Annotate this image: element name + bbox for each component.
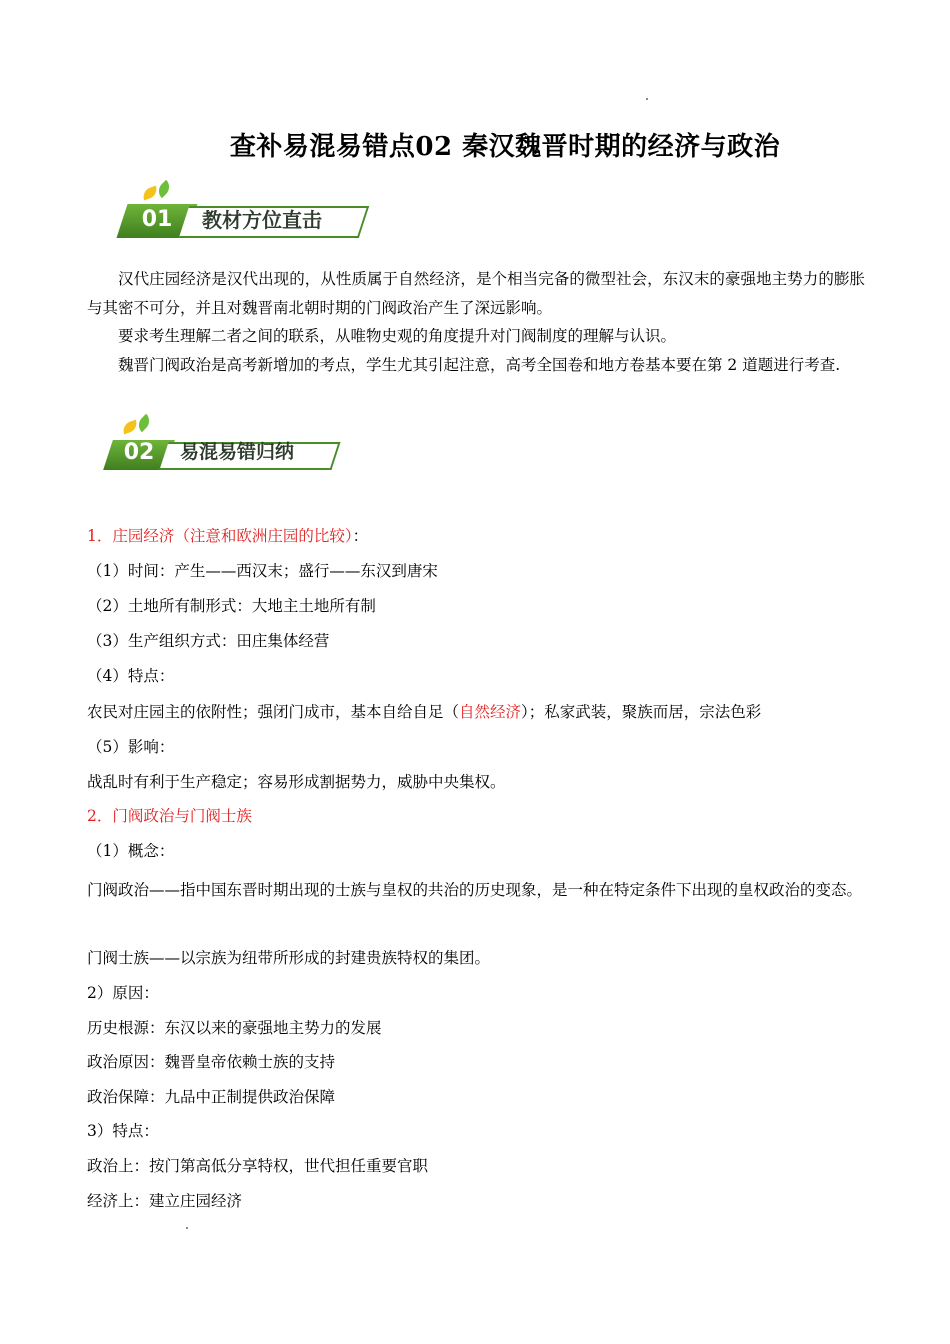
leaf-icon [141,186,159,201]
leaf-icon [121,420,139,435]
item2-heading: 2．门阀政治与门阀士族 [87,807,252,825]
item1-line-1: （1）时间：产生——西汉末；盛行——东汉到唐宋 [87,562,438,580]
leaf-icon [135,414,153,432]
item1-heading-colon: ： [352,527,369,545]
item2-line-2: 门阀政治——指中国东晋时期出现的士族与皇权的共治的历史现象，是一种在特定条件下出现的皇权政治的变态。 [87,881,863,899]
item1-line-3: （3）生产组织方式：田庄集体经营 [87,632,330,650]
item1-line-6: （5）影响： [87,738,175,756]
badge-number: 02 [123,440,155,465]
item1-line-5 [87,702,761,722]
item1-line-5-highlight: 自然经济 [459,703,522,721]
page-title: 查补易混易错点02 秦汉魏晋时期的经济与政治 [229,132,781,162]
item1-line-7: 战乱时有利于生产稳定；容易形成割据势力，威胁中央集权。 [87,773,506,791]
intro-paragraph-2: 要求考生理解二者之间的联系，从唯物史观的角度提升对门阀制度的理解与认识。 [118,327,677,345]
stray-dot [186,1227,188,1229]
item2-line-8: 3）特点： [87,1122,159,1140]
item1-heading [87,526,368,546]
item2-line-7: 政治保障：九品中正制提供政治保障 [87,1088,336,1106]
item1-line-4: （4）特点： [87,667,175,685]
item2-line-5: 历史根源：东汉以来的豪强地主势力的发展 [87,1019,382,1037]
item1-line-5c: ）；私家武装，聚族而居，宗法色彩 [521,703,762,721]
item2-line-1: （1）概念： [87,842,175,860]
item1-line-5a: 农民对庄园主的依附性；强闭门成市，基本自给自足（ [87,703,460,721]
item2-line-6: 政治原因：魏晋皇帝依赖士族的支持 [87,1053,336,1071]
section-badge-02 [108,414,348,470]
badge-label: 教材方位直击 [202,208,322,232]
intro-paragraph-3: 魏晋门阀政治是高考新增加的考点，学生尤其引起注意，高考全国卷和地方卷基本要在第 2 道题进行考查. [118,356,841,374]
item1-heading-text: 1．庄园经济（注意和欧洲庄园的比较） [87,527,353,545]
item2-line-3: 门阀士族——以宗族为纽带所形成的封建贵族特权的集团。 [87,949,491,967]
leaf-icon [155,180,173,198]
item1-line-2: （2）土地所有制形式：大地主土地所有制 [87,597,376,615]
item2-line-10: 经济上：建立庄园经济 [87,1192,243,1210]
item2-line-4: 2）原因： [87,984,159,1002]
item2-line-9: 政治上：按门第高低分享特权，世代担任重要官职 [87,1157,429,1175]
badge-label: 易混易错归纳 [180,441,295,463]
stray-dot [646,98,648,100]
badge-number: 01 [141,207,173,232]
intro-paragraph-1: 汉代庄园经济是汉代出现的，从性质属于自然经济，是个相当完备的微型社会，东汉末的豪强地主势力的膨胀与其密不可分，并且对魏晋南北朝时期的门阀政治产生了深远影响。 [87,270,865,317]
section-badge-01 [122,182,372,238]
